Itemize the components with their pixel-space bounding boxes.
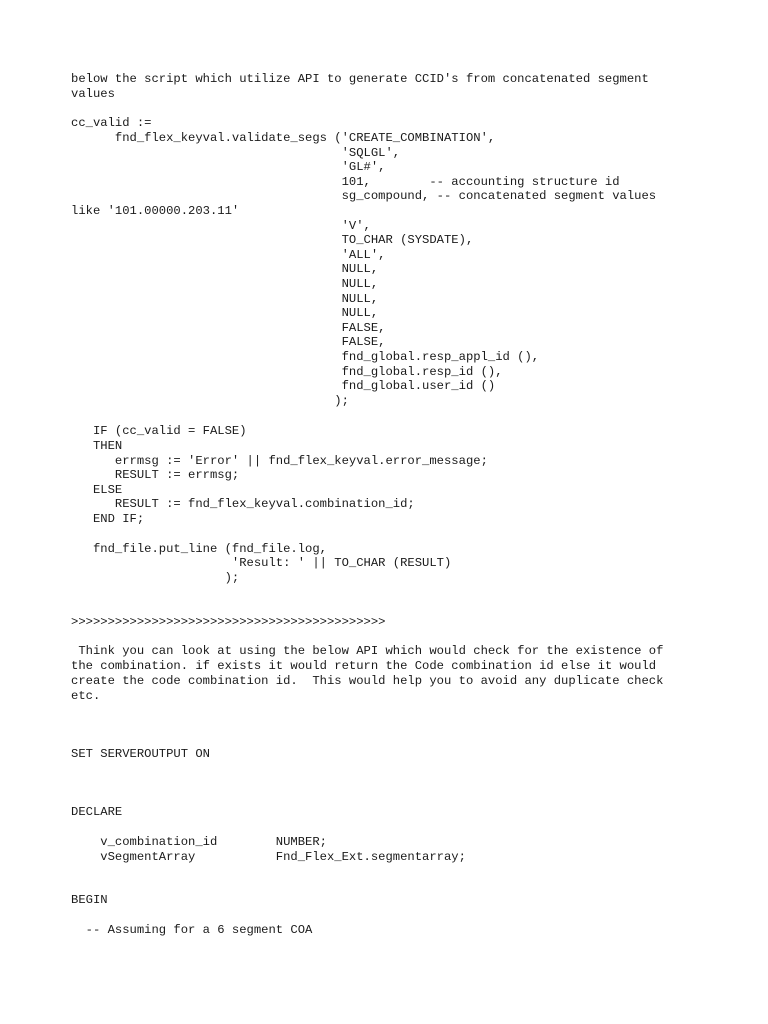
code-line: 'ALL',: [71, 248, 386, 262]
code-line: NULL,: [71, 292, 379, 306]
paragraph-line: etc.: [71, 689, 101, 703]
code-line: FALSE,: [71, 321, 386, 335]
set-serveroutput-line: SET SERVEROUTPUT ON: [71, 747, 210, 761]
code-line: fnd_flex_keyval.validate_segs ('CREATE_COMBINATION',: [71, 131, 496, 145]
code-line: );: [71, 571, 240, 585]
code-line: );: [71, 394, 349, 408]
code-line: fnd_global.resp_appl_id (),: [71, 350, 540, 364]
code-line: NULL,: [71, 306, 379, 320]
code-line: sg_compound, -- concatenated segment values: [71, 189, 657, 203]
code-line: 101, -- accounting structure id: [71, 175, 620, 189]
paragraph-line: Think you can look at using the below API which would check for the existence of: [71, 644, 664, 658]
code-line: FALSE,: [71, 335, 386, 349]
code-line: THEN: [71, 439, 123, 453]
code-line: RESULT := errmsg;: [71, 468, 240, 482]
begin-keyword: BEGIN: [71, 893, 108, 907]
intro-line-1: below the script which utilize API to generate CCID's from concatenated segment: [71, 72, 649, 86]
code-line: 'GL#',: [71, 160, 386, 174]
paragraph-line: create the code combination id. This would help you to avoid any duplicate check: [71, 674, 664, 688]
code-line: errmsg := 'Error' || fnd_flex_keyval.error_message;: [71, 454, 488, 468]
code-line: like '101.00000.203.11': [71, 204, 240, 218]
code-line: 'Result: ' || TO_CHAR (RESULT): [71, 556, 452, 570]
code-line: RESULT := fnd_flex_keyval.combination_id;: [71, 497, 415, 511]
paragraph-line: the combination. if exists it would return the Code combination id else it would: [71, 659, 657, 673]
declaration-line: v_combination_id NUMBER;: [71, 835, 327, 849]
code-line: TO_CHAR (SYSDATE),: [71, 233, 474, 247]
code-line: IF (cc_valid = FALSE): [71, 424, 247, 438]
declaration-line: vSegmentArray Fnd_Flex_Ext.segmentarray;: [71, 850, 466, 864]
code-line: NULL,: [71, 262, 379, 276]
code-line: cc_valid :=: [71, 116, 152, 130]
code-line: END IF;: [71, 512, 145, 526]
code-line: ELSE: [71, 483, 123, 497]
code-line: fnd_global.user_id (): [71, 379, 496, 393]
code-line: NULL,: [71, 277, 379, 291]
code-line: 'SQLGL',: [71, 146, 401, 160]
code-line: 'V',: [71, 219, 371, 233]
declare-keyword: DECLARE: [71, 805, 123, 819]
code-comment: -- Assuming for a 6 segment COA: [71, 923, 313, 937]
separator-line: >>>>>>>>>>>>>>>>>>>>>>>>>>>>>>>>>>>>>>>>>>>: [71, 615, 386, 629]
intro-line-2: values: [71, 87, 115, 101]
code-line: fnd_global.resp_id (),: [71, 365, 503, 379]
code-line: fnd_file.put_line (fnd_file.log,: [71, 542, 327, 556]
